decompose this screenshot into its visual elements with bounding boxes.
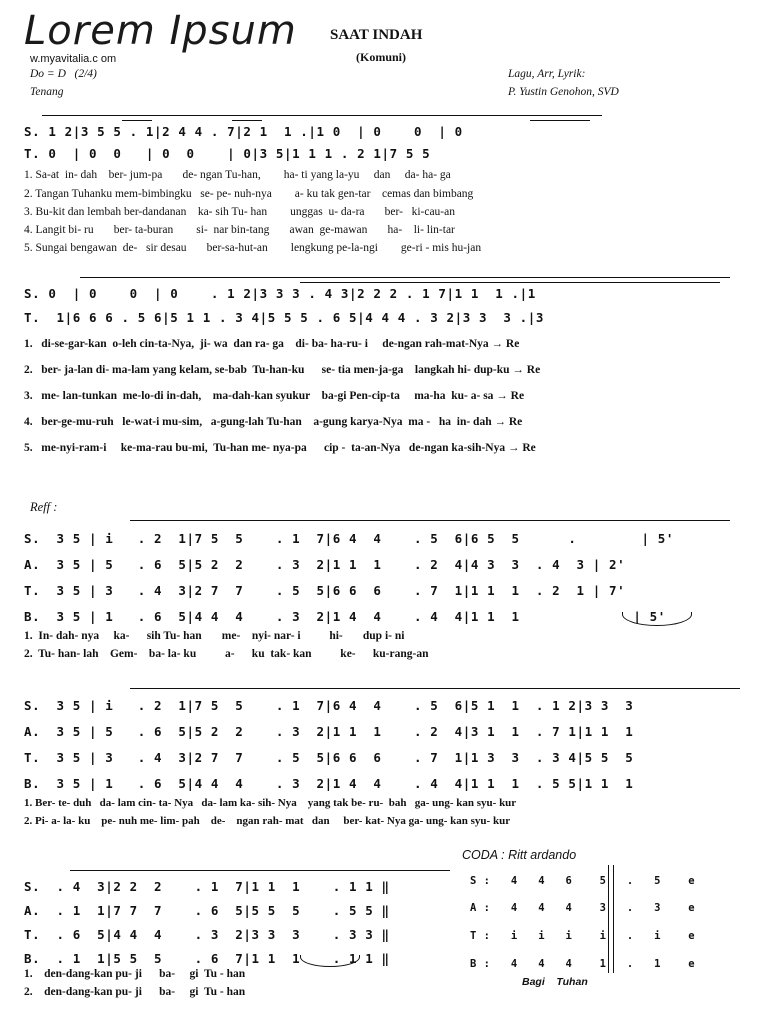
composer-credit: P. Yustin Genohon, SVD xyxy=(508,86,619,98)
verse-lyric-4: 4. ber-ge-mu-ruh le-wat-i mu-sim, a-gung-lah Tu-han a-gung karya-Nya ma - ha in- dah → Re xyxy=(24,416,523,428)
reff-lyric-2: 2. Tu- han- lah Gem- ba- la- ku a- ku tak- kan ke- ku-rang-an xyxy=(24,648,429,660)
verse-lyric-1: 1. Sa-at in- dah ber- jum-pa de- ngan Tu-han, ha- ti yang la-yu dan da- ha- ga xyxy=(24,169,451,181)
soprano-notation: S. . 4 3|2 2 2 . 1 7|1 1 1 . 1 1 ‖ xyxy=(24,879,390,894)
coda-soprano: S : 4 4 6 5 . 5 e xyxy=(470,875,696,887)
watermark: Lorem Ipsum xyxy=(24,8,297,54)
beam xyxy=(300,282,720,283)
ending-lyric-1: 1. den-dang-kan pu- ji ba- gi Tu - han xyxy=(24,968,246,980)
reff-lyric-1: 1. Ber- te- duh da- lam cin- ta- Nya da- lam ka- sih- Nya yang tak be- ru- bah ga- ung- kan syu- kur xyxy=(24,797,517,809)
alto-notation: A. 3 5 | 5 . 6 5|5 2 2 . 3 2|1 1 1 . 2 4|3 1 1 . 7 1|1 1 1 xyxy=(24,724,634,739)
verse-lyric-3: 3. me- lan-tunkan me-lo-di in-dah, ma-dah-kan syukur ba-gi Pen-cip-ta ma-ha ku- a- sa → Re xyxy=(24,390,525,402)
beam xyxy=(122,120,152,121)
ending-lyric-2: 2. den-dang-kan pu- ji ba- gi Tu - han xyxy=(24,986,246,998)
key-signature: Do = D (2/4) xyxy=(30,68,97,80)
song-subtitle: (Komuni) xyxy=(356,50,407,64)
beam xyxy=(80,277,730,278)
tenor-notation: T. 0 | 0 0 | 0 0 | 0|3 5|1 1 1 . 2 1|7 5 5 xyxy=(24,146,431,161)
tenor-notation: T. . 6 5|4 4 4 . 3 2|3 3 3 . 3 3 ‖ xyxy=(24,927,390,942)
alto-notation: A. 3 5 | 5 . 6 5|5 2 2 . 3 2|1 1 1 . 2 4|4 3 3 . 4 3 | 2' xyxy=(24,557,626,572)
tempo-marking: Tenang xyxy=(30,86,64,98)
credit-label: Lagu, Arr, Lyrik: xyxy=(508,68,586,80)
verse-lyric-4: 4. Langit bi- ru ber- ta-buran si- nar bin-tang awan ge-mawan ha- li- lin-tar xyxy=(24,224,455,236)
tenor-notation: T. 3 5 | 3 . 4 3|2 7 7 . 5 5|6 6 6 . 7 1|1 3 3 . 3 4|5 5 5 xyxy=(24,750,634,765)
verse-lyric-2: 2. ber- ja-lan di- ma-lam yang kelam, se-bab Tu-han-ku se- tia men-ja-ga langkah hi- dup-ku → Re xyxy=(24,364,541,376)
soprano-notation: S. 3 5 | i . 2 1|7 5 5 . 1 7|6 4 4 . 5 6|6 5 5 . | 5' xyxy=(24,531,675,546)
coda-title: CODA : Ritt ardando xyxy=(462,848,577,862)
reff-lyric-2: 2. Pi- a- la- ku pe- nuh me- lim- pah de- ngan rah- mat dan ber- kat- Nya ga- ung- kan syu- kur xyxy=(24,815,511,827)
verse-lyric-5: 5. Sungai bengawan de- sir desau ber-sa-hut-an lengkung pe-la-ngi ge-ri - mis hu-jan xyxy=(24,242,482,254)
beam xyxy=(530,120,590,121)
verse-lyric-1: 1. di-se-gar-kan o-leh cin-ta-Nya, ji- wa dan ra- ga di- ba- ha-ru- i de-ngan rah-mat-Nya → Re xyxy=(24,338,520,350)
beam xyxy=(42,115,602,116)
coda-alto: A : 4 4 4 3 . 3 e xyxy=(470,902,696,914)
song-title: SAAT INDAH xyxy=(330,27,423,43)
tenor-notation: T. 1|6 6 6 . 5 6|5 1 1 . 3 4|5 5 5 . 6 5|4 4 4 . 3 2|3 3 3 .|3 xyxy=(24,310,545,325)
verse-lyric-3: 3. Bu-kit dan lembah ber-dandanan ka- sih Tu- han unggas u- da-ra ber- ki-cau-an xyxy=(24,206,455,218)
beam xyxy=(130,688,740,689)
bass-notation: B. 3 5 | 1 . 6 5|4 4 4 . 3 2|1 4 4 . 4 4|1 1 1 . 5 5|1 1 1 xyxy=(24,776,634,791)
tenor-notation: T. 3 5 | 3 . 4 3|2 7 7 . 5 5|6 6 6 . 7 1|1 1 1 . 2 1 | 7' xyxy=(24,583,626,598)
reff-lyric-1: 1. In- dah- nya ka- sih Tu- han me- nyi- nar- i hi- dup i- ni xyxy=(24,630,405,642)
coda-lyric: Bagi Tuhan xyxy=(522,976,588,988)
coda-bass: B : 4 4 4 1 . 1 e xyxy=(470,958,696,970)
beam xyxy=(130,520,730,521)
beam xyxy=(70,870,450,871)
reff-label: Reff : xyxy=(30,500,58,514)
soprano-notation: S. 1 2|3 5 5 . 1|2 4 4 . 7|2 1 1 .|1 0 | 0 0 | 0 xyxy=(24,124,463,139)
alto-notation: A. . 1 1|7 7 7 . 6 5|5 5 5 . 5 5 ‖ xyxy=(24,903,390,918)
verse-lyric-5: 5. me-nyi-ram-i ke-ma-rau bu-mi, Tu-han me- nya-pa cip - ta-an-Nya de-ngan ka-sih-Nya → Re xyxy=(24,442,536,454)
beam xyxy=(232,120,262,121)
verse-lyric-2: 2. Tangan Tuhanku mem-bimbingku se- pe- nuh-nya a- ku tak gen-tar cemas dan bimbang xyxy=(24,188,474,200)
bass-notation: B. 3 5 | 1 . 6 5|4 4 4 . 3 2|1 4 4 . 4 4|1 1 1 | 5' xyxy=(24,609,666,624)
bass-notation: B. . 1 1|5 5 5 . 6 7|1 1 1 . 1 1 ‖ xyxy=(24,951,390,966)
coda-tenor: T : i i i i . i e xyxy=(470,930,696,942)
soprano-notation: S. 0 | 0 0 | 0 . 1 2|3 3 3 . 4 3|2 2 2 . 1 7|1 1 1 .|1 xyxy=(24,286,536,301)
website-url: w.myavitalia.c om xyxy=(30,53,117,65)
soprano-notation: S. 3 5 | i . 2 1|7 5 5 . 1 7|6 4 4 . 5 6|5 1 1 . 1 2|3 3 3 xyxy=(24,698,634,713)
